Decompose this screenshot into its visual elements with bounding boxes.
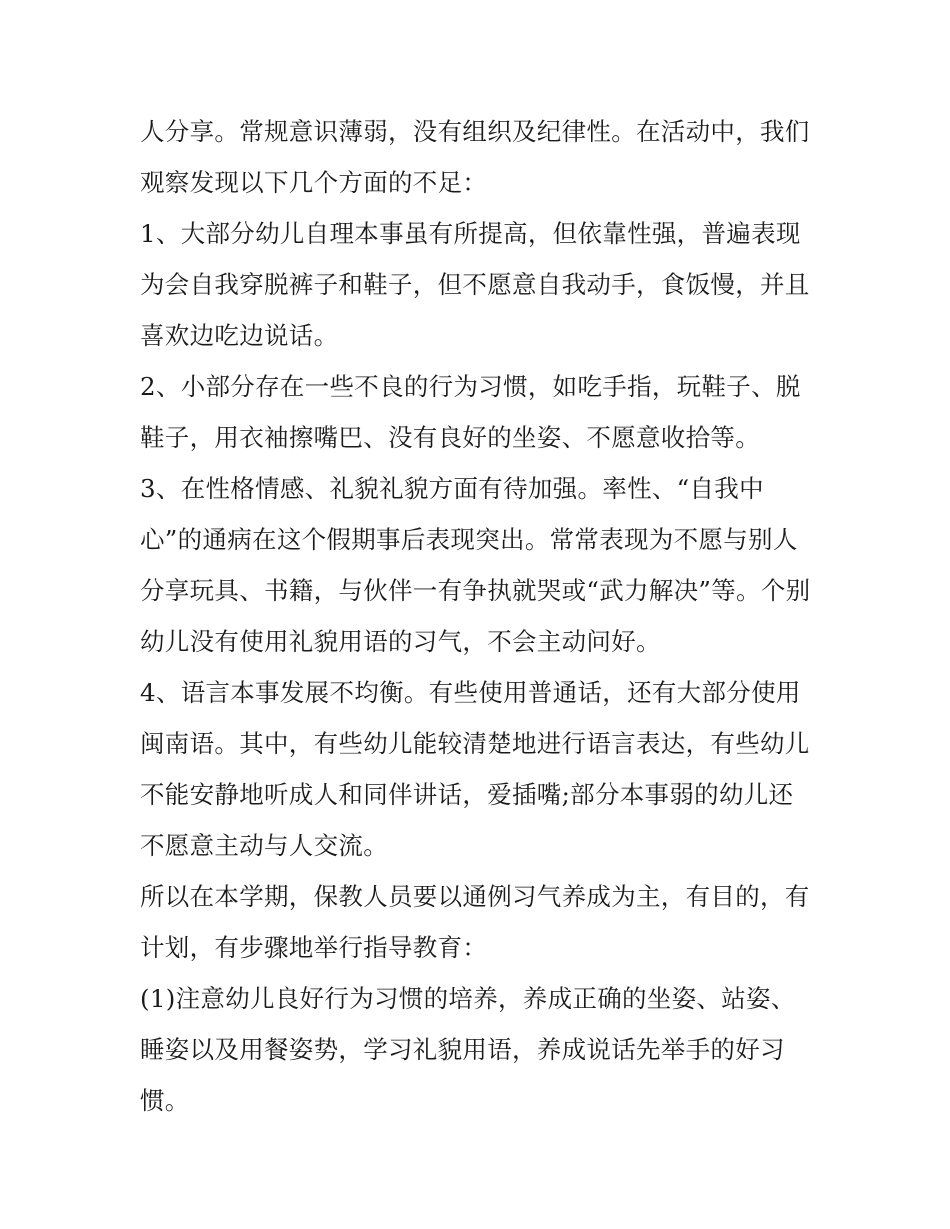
text-line: 为会自我穿脱裤子和鞋子，但不愿意自我动手，食饭慢，并且 (140, 270, 810, 299)
text-line: 分享玩具、书籍，与伙伴一有争执就哭或“武力解决”等。个别 (140, 576, 811, 605)
text-line: 惯。 (140, 1086, 190, 1115)
text-line: 喜欢边吃边说话。 (140, 321, 339, 350)
text-line: 1、大部分幼儿自理本事虽有所提高，但依靠性强，普遍表现 (140, 219, 801, 248)
text-line: 计划，有步骤地举行指导教育： (140, 933, 488, 962)
text-line: 鞋子，用衣袖擦嘴巴、没有良好的坐姿、不愿意收拾等。 (140, 423, 760, 452)
document-body (140, 106, 820, 1126)
text-line: 闽南语。其中，有些幼儿能较清楚地进行语言表达，有些幼儿 (140, 729, 810, 758)
text-line: 2、小部分存在一些不良的行为习惯，如吃手指，玩鞋子、脱 (140, 372, 801, 401)
text-line: (1)注意幼儿良好行为习惯的培养，养成正确的坐姿、站姿、 (140, 984, 796, 1013)
text-line: 睡姿以及用餐姿势，学习礼貌用语，养成说话先举手的好习 (140, 1035, 785, 1064)
text-line: 心”的通病在这个假期事后表现突出。常常表现为不愿与别人 (140, 525, 798, 554)
text-line: 所以在本学期，保教人员要以通例习气养成为主，有目的，有 (140, 882, 810, 911)
text-line: 人分享。常规意识薄弱，没有组织及纪律性。在活动中，我们 (140, 117, 810, 146)
text-line: 4、语言本事发展不均衡。有些使用普通话，还有大部分使用 (140, 678, 801, 707)
text-line: 不愿意主动与人交流。 (140, 831, 388, 860)
text-line: 幼儿没有使用礼貌用语的习气，不会主动问好。 (140, 627, 661, 656)
text-line: 3、在性格情感、礼貌礼貌方面有待加强。率性、“自我中 (140, 474, 764, 503)
text-line: 不能安静地听成人和同伴讲话，爱插嘴;部分本事弱的幼儿还 (140, 780, 794, 809)
text-line: 观察发现以下几个方面的不足： (140, 168, 488, 197)
